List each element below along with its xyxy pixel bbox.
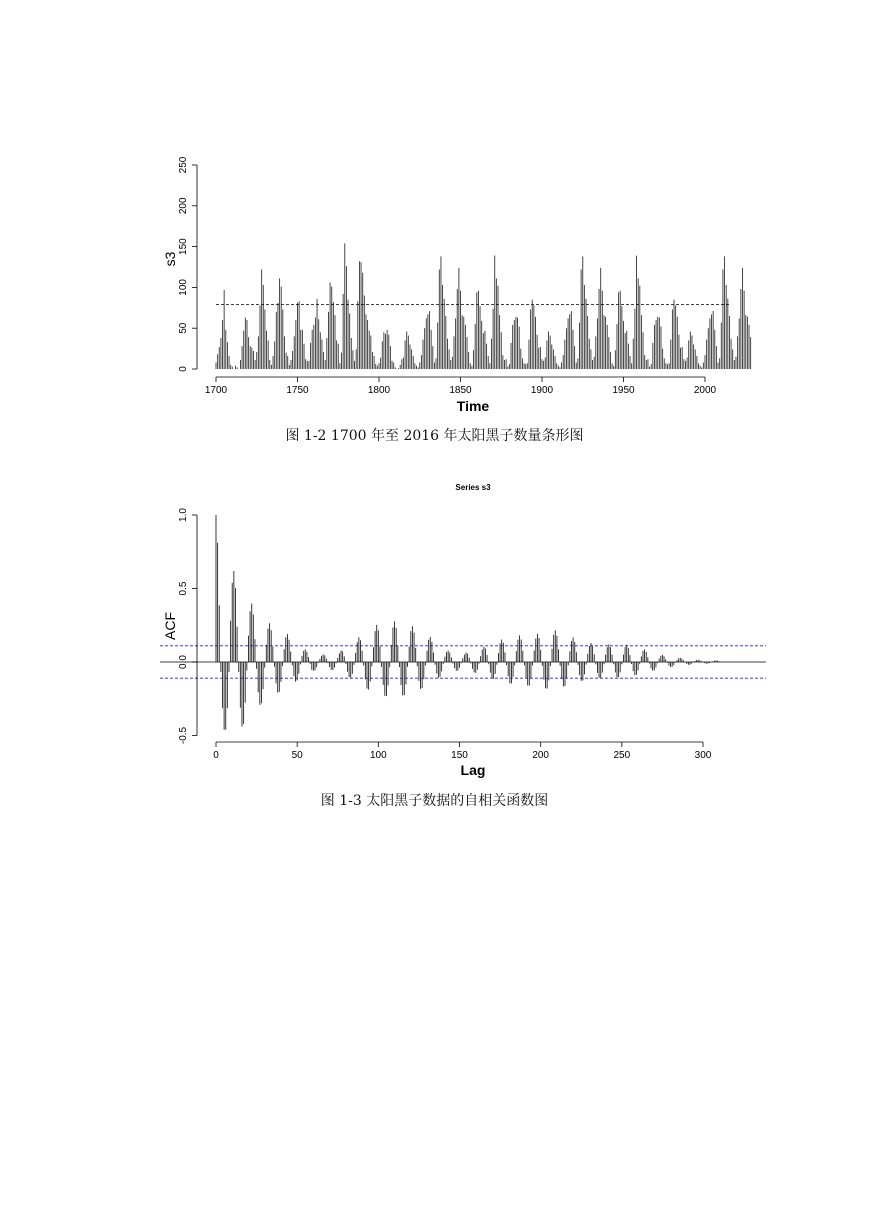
x-tick-label: 50 [291, 750, 303, 761]
x-tick-label: 1700 [204, 385, 228, 396]
figure-caption-2: 图 1-3 太阳黑子数据的自相关函数图 [320, 793, 549, 809]
y-tick-label: 0 [178, 366, 189, 372]
x-tick-label: 1800 [367, 385, 391, 396]
x-tick-label: 1950 [612, 385, 635, 396]
y-tick-label: 0.5 [178, 581, 189, 596]
x-tick-label: 1900 [530, 385, 554, 396]
y-axis-label: ACF [162, 612, 178, 640]
x-tick-label: 150 [451, 750, 468, 761]
x-tick-label: 0 [213, 750, 219, 761]
x-tick-label: 1850 [449, 385, 472, 396]
acf-chart [0, 470, 869, 785]
x-tick-label: 250 [613, 750, 631, 761]
y-tick-label: 150 [178, 238, 189, 255]
y-tick-label: 250 [178, 156, 189, 174]
y-tick-label: 50 [178, 322, 189, 334]
x-tick-label: 1750 [286, 385, 309, 396]
x-tick-label: 2000 [693, 385, 717, 396]
x-tick-label: 200 [532, 750, 550, 761]
figure-caption-1: 图 1-2 1700 年至 2016 年太阳黑子数量条形图 [285, 428, 584, 444]
y-tick-label: 1.0 [178, 508, 189, 522]
chart-title: Series s3 [455, 483, 491, 492]
x-tick-label: 300 [694, 750, 712, 761]
x-tick-label: 100 [369, 750, 387, 761]
y-tick-label: 0.0 [178, 655, 189, 669]
sunspot-bar-chart [0, 145, 869, 425]
y-axis [178, 508, 197, 745]
acf-bars [216, 515, 719, 730]
y-axis-label: s3 [162, 251, 178, 267]
bar-series [216, 243, 751, 369]
y-tick-label: 100 [178, 279, 189, 296]
y-tick-label: 200 [178, 197, 189, 215]
y-axis [178, 156, 197, 372]
x-axis [205, 377, 717, 396]
y-tick-label: -0.5 [178, 726, 189, 745]
x-axis [213, 742, 712, 761]
x-axis-label: Lag [460, 762, 486, 778]
x-axis-label: Time [456, 398, 490, 414]
